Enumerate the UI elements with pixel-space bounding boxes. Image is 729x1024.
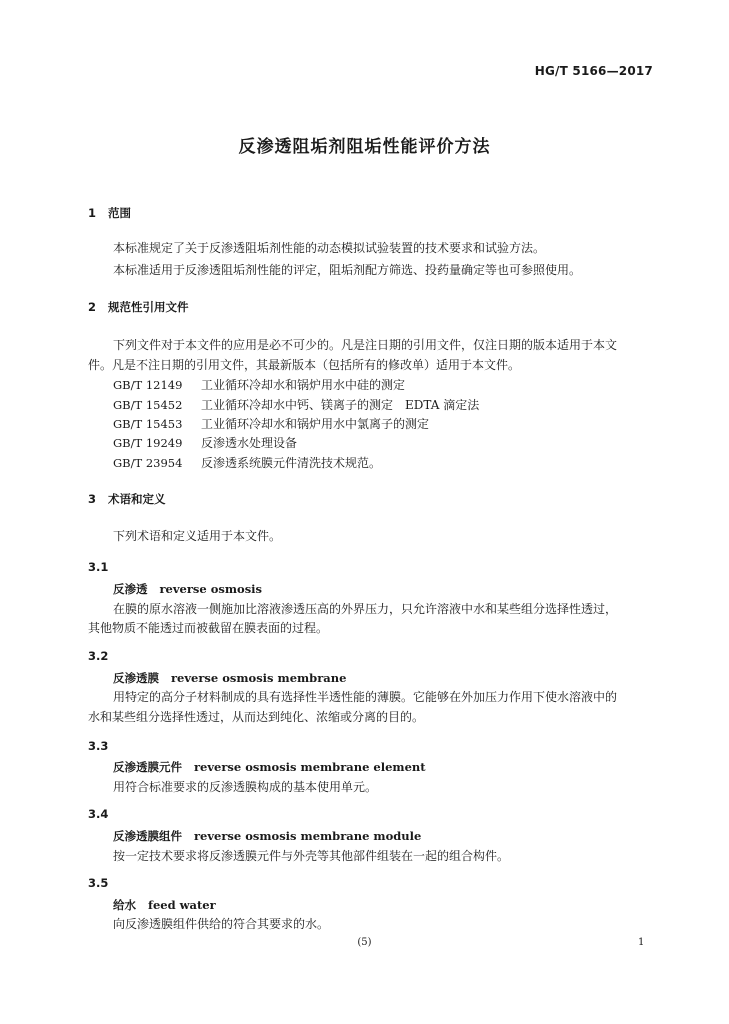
term-heading: 反渗透膜组件 reverse osmosis membrane module — [113, 829, 422, 843]
term-heading: 给水 feed water — [113, 898, 216, 912]
term-definition-line: 用特定的高分子材料制成的具有选择性半透性能的薄膜。它能够在外加压力作用下使水溶液中的 — [113, 690, 618, 704]
term-heading: 反渗透膜 reverse osmosis membrane — [113, 671, 347, 685]
term-number: 3.4 — [88, 807, 109, 821]
term-number: 3.1 — [88, 560, 109, 574]
page-number: 1 — [638, 937, 645, 948]
standard-code: HG/T 5166—2017 — [534, 64, 653, 78]
term-definition-line: 在膜的原水溶液一侧施加比溶液渗透压高的外界压力，只允许溶液中水和某些组分选择性透过， — [113, 602, 618, 616]
section-heading-3: 3 术语和定义 — [88, 492, 166, 506]
term-number: 3.5 — [88, 876, 109, 890]
term-number: 3.2 — [88, 649, 109, 663]
section-3-intro: 下列术语和定义适用于本文件。 — [113, 529, 282, 543]
document-title: 反渗透阻垢剂阻垢性能评价方法 — [238, 137, 491, 157]
section-heading-1: 1 范围 — [88, 206, 131, 220]
section-2-intro-line-2: 件。凡是不注日期的引用文件，其最新版本（包括所有的修改单）适用于本文件。 — [88, 358, 521, 372]
term-definition-line: 用符合标准要求的反渗透膜构成的基本使用单元。 — [113, 780, 378, 794]
term-definition-line: 水和某些组分选择性透过，从而达到纯化、浓缩或分离的目的。 — [88, 710, 425, 724]
reference-item: GB/T 12149 工业循环冷却水和锅炉用水中硅的测定 — [113, 378, 406, 392]
section-heading-2: 2 规范性引用文件 — [88, 300, 189, 314]
footer-marker: (5) — [357, 937, 372, 948]
term-definition-line: 向反渗透膜组件供给的符合其要求的水。 — [113, 917, 330, 931]
term-heading: 反渗透 reverse osmosis — [113, 582, 263, 596]
reference-item: GB/T 19249 反渗透水处理设备 — [113, 436, 298, 450]
reference-item: GB/T 23954 反渗透系统膜元件清洗技术规范。 — [113, 456, 382, 470]
reference-item: GB/T 15452 工业循环冷却水中钙、镁离子的测定 EDTA 滴定法 — [113, 398, 480, 412]
term-number: 3.3 — [88, 739, 109, 753]
reference-item: GB/T 15453 工业循环冷却水和锅炉用水中氯离子的测定 — [113, 417, 430, 431]
section-1-paragraph-1: 本标准规定了关于反渗透阻垢剂性能的动态模拟试验装置的技术要求和试验方法。 — [113, 241, 546, 255]
section-2-intro-line-1: 下列文件对于本文件的应用是必不可少的。凡是注日期的引用文件，仅注日期的版本适用于本文 — [113, 338, 618, 352]
term-definition-line: 其他物质不能透过而被截留在膜表面的过程。 — [88, 621, 329, 635]
section-1-paragraph-2: 本标准适用于反渗透阻垢剂性能的评定，阻垢剂配方筛选、投药量确定等也可参照使用。 — [113, 263, 582, 277]
term-definition-line: 按一定技术要求将反渗透膜元件与外壳等其他部件组装在一起的组合构件。 — [113, 849, 510, 863]
term-heading: 反渗透膜元件 reverse osmosis membrane element — [113, 760, 426, 774]
